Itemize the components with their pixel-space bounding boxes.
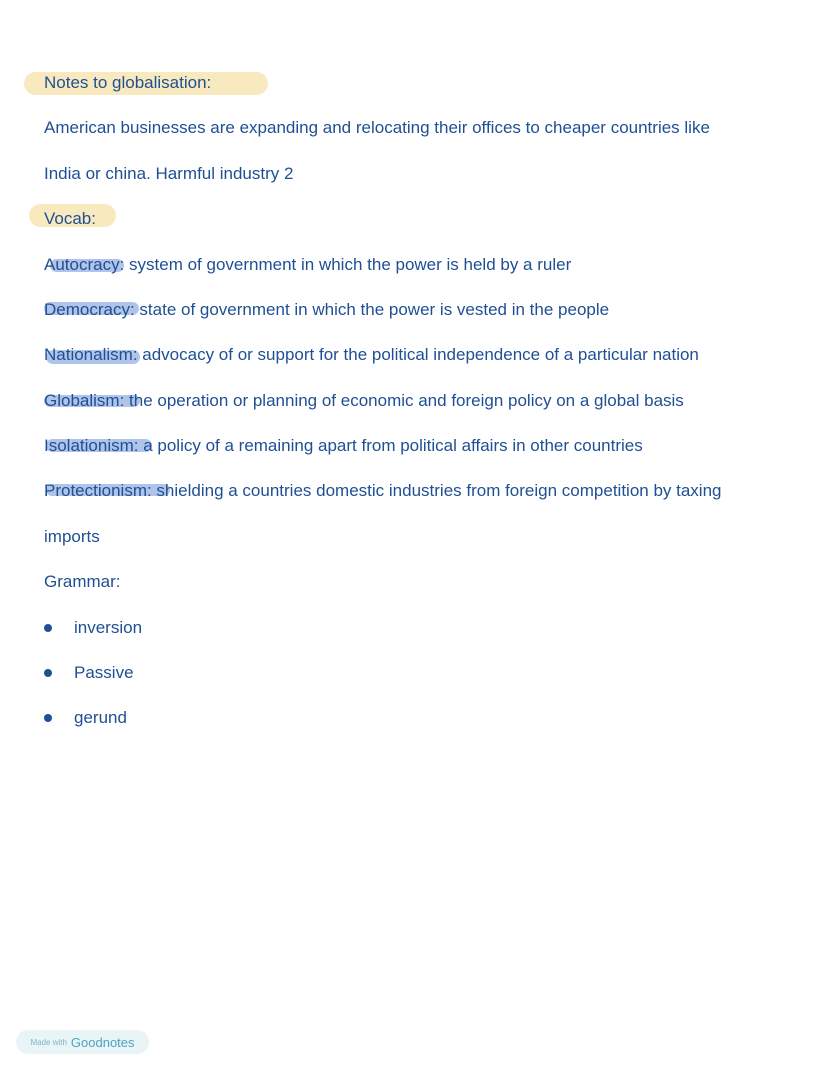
vocab-term: Autocracy (44, 255, 120, 274)
vocab-entry-autocracy (44, 255, 571, 275)
grammar-item-inversion: inversion (74, 618, 143, 637)
grammar-item-gerund: gerund (74, 708, 127, 727)
notes-title: Notes to globalisation: (44, 73, 212, 92)
vocab-entry-nationalism (44, 345, 699, 365)
grammar-item-passive: Passive (74, 663, 134, 682)
goodnotes-watermark (16, 1030, 149, 1054)
vocab-definition: : a policy of a remaining apart from political affairs in other countries (133, 436, 643, 455)
made-with-label: Made with (30, 1037, 67, 1047)
vocab-term: Globalism (44, 391, 120, 410)
vocab-heading: Vocab: (44, 209, 96, 228)
bullet-icon (44, 669, 52, 677)
vocab-entry-protectionism (44, 481, 722, 501)
paragraph-line-2: India or china. Harmful industry 2 (44, 164, 294, 183)
vocab-definition: : the operation or planning of economic and foreign policy on a global basis (119, 391, 684, 410)
vocab-term: Isolationism (44, 436, 134, 455)
bullet-icon (44, 714, 52, 722)
vocab-term: Nationalism (44, 345, 133, 364)
vocab-entry-democracy (44, 300, 609, 320)
vocab-entry-globalism (44, 391, 684, 411)
vocab-definition: : system of government in which the power is held by a ruler (119, 255, 572, 274)
vocab-entry-isolationism (44, 436, 643, 456)
vocab-term: Democracy (44, 300, 130, 319)
goodnotes-brand: Goodnotes (70, 1034, 135, 1050)
vocab-definition: : advocacy of or support for the political independence of a particular nation (132, 345, 699, 364)
paragraph-line-1: American businesses are expanding and relocating their offices to cheaper countries like (44, 118, 710, 137)
vocab-definition: : state of government in which the power is vested in the people (129, 300, 610, 319)
grammar-heading: Grammar: (44, 572, 121, 591)
protectionism-continuation: imports (44, 527, 100, 546)
vocab-term: Protectionism (44, 481, 147, 500)
vocab-definition: : shielding a countries domestic industries from foreign competition by taxing (146, 481, 722, 500)
bullet-icon (44, 624, 52, 632)
